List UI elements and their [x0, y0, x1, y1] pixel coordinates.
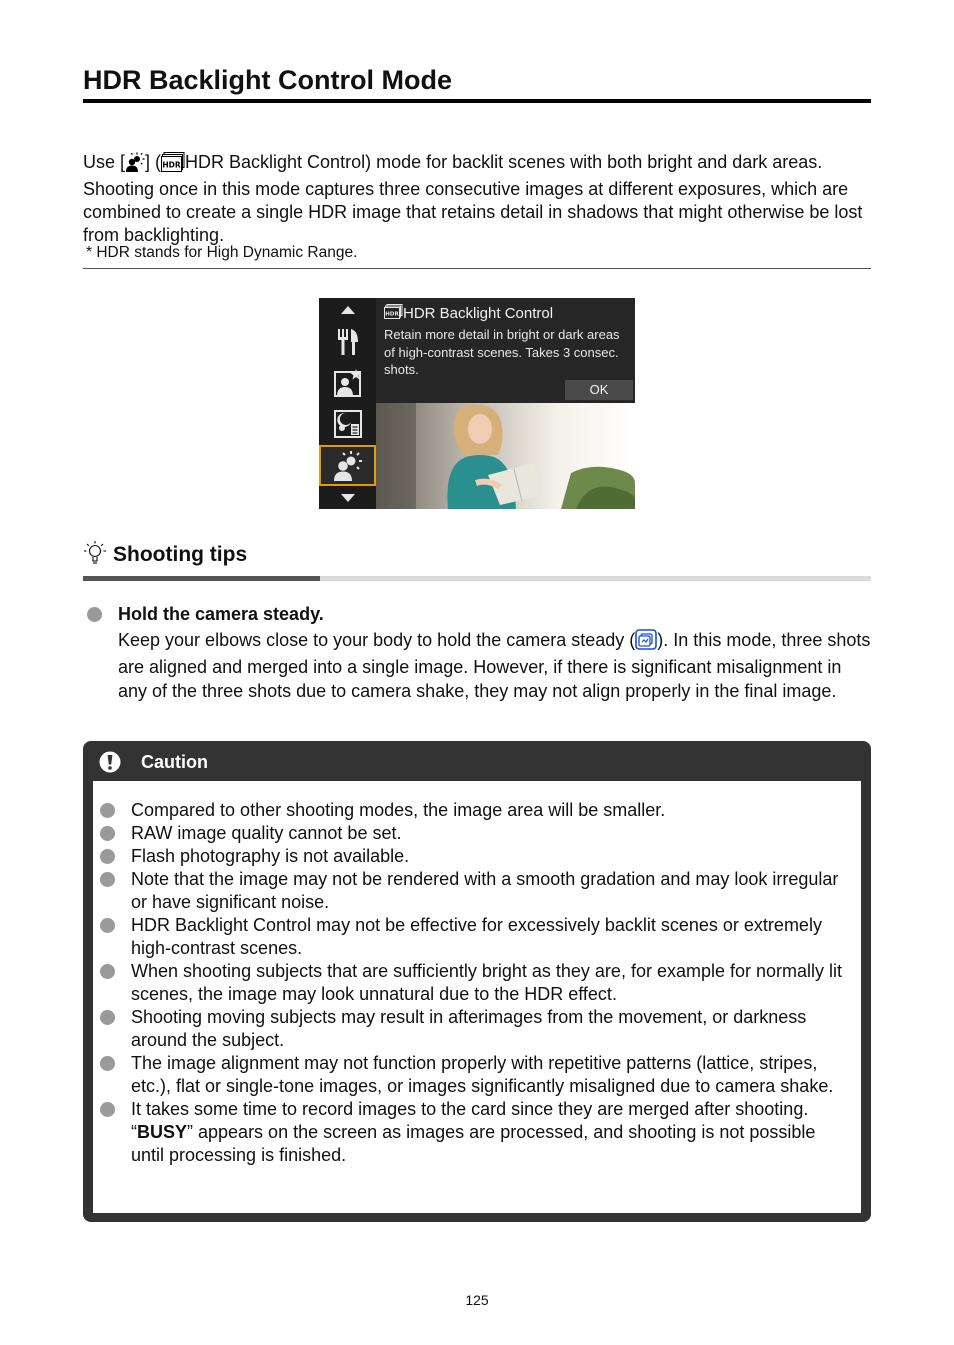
section-rule-accent	[83, 576, 320, 581]
arrow-down-icon	[319, 489, 376, 507]
portrait-star-icon	[319, 364, 376, 402]
caution-item-text: Flash photography is not available.	[131, 846, 410, 866]
caution-bullet	[100, 1056, 115, 1071]
caution-item-text: When shooting subjects that are sufficiently bright as they are, for example for normally lit scenes, the image may look unnatural due to the HDR effect.	[131, 961, 843, 1004]
tip-title: Hold the camera steady.	[118, 604, 324, 624]
caution-item-text-after: ” appears on the screen as images are processed, and shooting is not possible until processing is finished.	[131, 1122, 816, 1165]
intro-paragraph	[83, 151, 873, 247]
hdr-backlight-icon	[333, 451, 363, 481]
caution-item	[93, 1098, 853, 1167]
title-rule	[83, 99, 871, 103]
caution-label: Caution	[141, 752, 208, 772]
hdr-backlight-mode-item	[319, 445, 376, 486]
caution-bullet	[100, 826, 115, 841]
tip-body-after: ). In this mode, three shots are aligned and merged into a single image. However, if there is significant misalignment in any of the three shots due to camera shake, they may not align properly in the final image.	[118, 630, 871, 701]
caution-item	[93, 1006, 853, 1052]
caution-item-text: HDR Backlight Control may not be effective for excessively backlit scenes or extremely high-contrast scenes.	[131, 915, 822, 958]
caution-item-text: Compared to other shooting modes, the image area will be smaller.	[131, 800, 666, 820]
tip-body	[118, 629, 874, 703]
intro-close-bracket: ] (	[145, 152, 162, 172]
page-number: 125	[465, 1292, 489, 1308]
arrow-up-icon	[319, 300, 376, 320]
caution-list	[93, 799, 853, 1167]
caution-item	[93, 914, 853, 960]
caution-item	[93, 799, 853, 822]
food-icon	[319, 324, 376, 360]
lightbulb-icon	[83, 540, 107, 571]
camera-screen	[319, 298, 635, 509]
caution-bullet	[100, 964, 115, 979]
busy-indicator-text: BUSY	[137, 1122, 188, 1142]
caution-bullet	[100, 1102, 115, 1117]
hdr-icon	[161, 152, 185, 178]
svg-text:HDR: HDR	[162, 160, 181, 170]
mode-strip	[319, 298, 376, 509]
caution-bullet	[100, 872, 115, 887]
footnote-text: HDR stands for High Dynamic Range.	[96, 244, 358, 261]
caution-item	[93, 960, 853, 1006]
footnote	[86, 244, 357, 262]
image-stabilizer-link-icon[interactable]	[635, 629, 657, 656]
mode-help-box	[376, 298, 635, 403]
caution-bullet	[100, 918, 115, 933]
caution-item-text-before: It takes some time to record images to the card since they are merged after shooting. “	[131, 1099, 809, 1142]
help-title-row	[384, 304, 553, 323]
caution-bullet	[100, 803, 115, 818]
caution-item	[93, 868, 853, 914]
caution-item-text: Note that the image may not be rendered with a smooth gradation and may look irregular or have significant noise.	[131, 869, 839, 912]
svg-text:HDR: HDR	[385, 311, 399, 318]
intro-text: HDR Backlight Control) mode for backlit scenes with both bright and dark areas. Shooting once in this mode captures three consecutive images at different exposures, which are combined to create a single HDR image that retains detail in shadows that might otherwise be lost from backlighting.	[83, 152, 863, 245]
caution-item	[93, 845, 853, 868]
caution-bullet	[100, 849, 115, 864]
tip-body-before: Keep your elbows close to your body to hold the camera steady (	[118, 630, 636, 650]
caution-item	[93, 822, 853, 845]
tip-bullet	[87, 607, 102, 622]
caution-item	[93, 1052, 853, 1098]
caution-bullet	[100, 1010, 115, 1025]
intro-use: Use [	[83, 152, 126, 172]
hdr-backlight-mode-icon	[125, 152, 145, 178]
page-title: HDR Backlight Control Mode	[83, 65, 452, 95]
caution-item-text: Shooting moving subjects may result in afterimages from the movement, or darkness around the subject.	[131, 1007, 807, 1050]
footnote-mark: *	[86, 244, 93, 261]
caution-item-text: The image alignment may not function properly with repetitive patterns (lattice, stripes, etc.), flat or single-tone images, or images significantly misaligned due to camera shake.	[131, 1053, 834, 1096]
intro-rule	[83, 268, 871, 269]
hdr-small-icon	[384, 304, 403, 319]
night-portrait-icon	[319, 406, 376, 442]
ok-button[interactable]: OK	[565, 380, 633, 400]
sample-photo	[376, 403, 635, 509]
help-title: HDR Backlight Control	[403, 305, 554, 322]
caution-item-text: RAW image quality cannot be set.	[131, 823, 402, 843]
shooting-tips-heading: Shooting tips	[113, 543, 248, 566]
help-body: Retain more detail in bright or dark areas of high-contrast scenes. Takes 3 consec. shots.	[384, 327, 620, 377]
warning-icon	[99, 751, 121, 778]
